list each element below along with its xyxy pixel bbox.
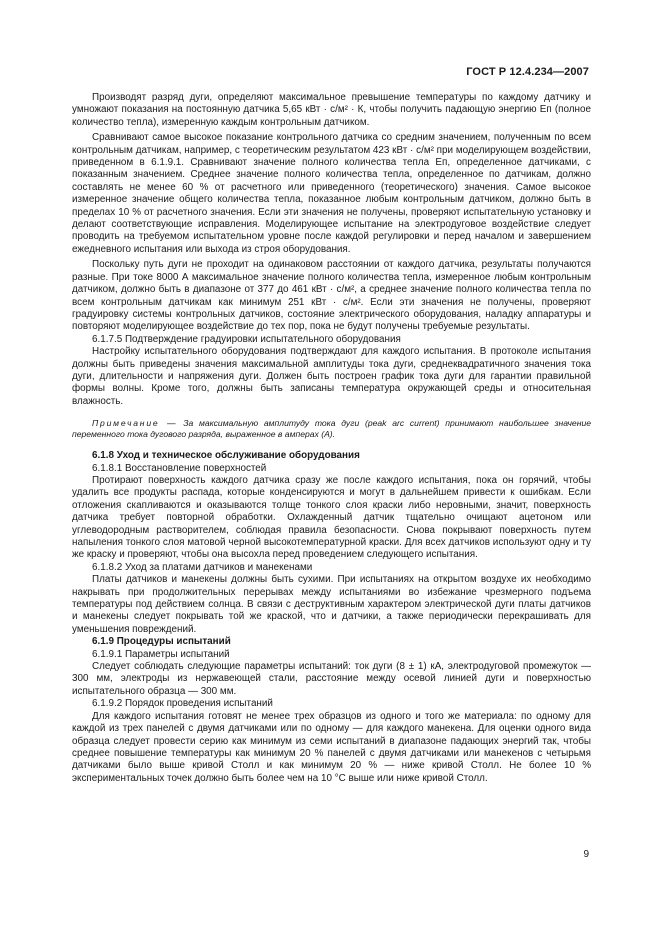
section-heading: 6.1.9 Процедуры испытаний — [92, 636, 231, 648]
paragraph: Платы датчиков и манекены должны быть сухими. При испытаниях на открытом воздухе их необходимо накрывать при продолжительных перерывах между испытаниями во избежание чрезмерного подъема температуры под действием солнца. В связи с деструктивным характером электрической дуги платы датчиков и манекены следует покрывать той же краской, что и датчики, а также периодически перекрашивать для уменьшения повреждений. — [72, 574, 591, 635]
paragraph: Следует соблюдать следующие параметры испытаний: ток дуги (8 ± 1) кА, электродуговой промежуток — 300 мм, электроды из нержавеющей стали, расстояние между осевой линией дуги и поверхностью испытательного образца — 300 мм. — [72, 661, 591, 697]
paragraph: Поскольку путь дуги не проходит на одинаковом расстоянии от каждого датчика, результаты получаются разные. При токе 8000 А максимальное значение полного количества тепла, измеренное любым контрольным датчиком, должно быть в диапазоне от 377 до 461 кВт · с/м², а среднее значение полного количества тепла по всем контрольным датчикам как минимум 251 кВт · с/м². Если эти значения не получены, проверяют градуировку системы контрольных датчиков, состояние электрического оборудования, наладку аппаратуры и повторяют моделирующее воздействие до тех пор, пока не будут получены требуемые результаты. — [72, 259, 591, 333]
document-body — [72, 92, 591, 785]
section-heading: 6.1.8.2 Уход за платами датчиков и манекенами — [92, 561, 313, 573]
note-lead: Примечание — — [92, 418, 178, 429]
document-header: ГОСТ Р 12.4.234—2007 — [466, 66, 589, 78]
paragraph: Для каждого испытания готовят не менее трех образцов из одного и того же материала: по одному для каждой из трех панелей с двумя датчиками или по одному — для каждого манекена. Для оценки одного вида образца следует провести серию как минимум из семи испытаний в диапазоне падающих энергий так, чтобы среднее повышение температуры как минимум 20 % панелей с двумя датчиками или манекенов с четырьмя датчиками было выше кривой Столл и как минимум 20 % — ниже кривой Столл. Не более 10 % экспериментальных точек должно быть более чем на 10 °С выше или ниже кривой Столл. — [72, 710, 591, 784]
section-heading: 6.1.8.1 Восстановление поверхностей — [92, 462, 267, 474]
paragraph: Производят разряд дуги, определяют максимальное превышение температуры по каждому датчику и умножают показания на постоянную датчика 5,65 кВт · с/м² · К, чтобы получить падающую энергию Eп (полное количество тепла), измеренную каждым контрольным датчиком. — [72, 92, 591, 128]
paragraph: Настройку испытательного оборудования подтверждают для каждого испытания. В протоколе испытания должны быть приведены значения максимальной амплитуды тока дуги, среднеквадратичного значения тока дуги, длительности и напряжения дуги. Должен быть построен график тока дуги для гарантии правильной формы волны. Кроме того, должны быть записаны температура окружающей среды и относительная влажность. — [72, 346, 591, 407]
page-number: 9 — [583, 849, 589, 860]
section-heading: 6.1.7.5 Подтверждение градуировки испытательного оборудования — [92, 333, 401, 345]
note — [72, 418, 591, 440]
section-heading: 6.1.9.1 Параметры испытаний — [92, 648, 230, 660]
section-heading: 6.1.9.2 Порядок проведения испытаний — [92, 698, 273, 710]
paragraph: Протирают поверхность каждого датчика сразу же после каждого испытания, пока он горячий, чтобы удалить все продукты распада, которые конденсируются и могут в дальнейшем привести к ошибкам. Если отложения скапливаются и оказываются толще тонкого слоя краски либо неровными, значит, поверхность датчика требует повторной обработки. Охлажденный датчик тщательно очищают ацетоном или углеводородным растворителем, соблюдая правила безопасности. Снова покрывают поверхность путем напыления тонкого слоя матовой черной высокотемпературной краски. Для всех датчиков используют одну и ту же краску и проверяют, чтобы она высохла перед проведением следующего испытания. — [72, 474, 591, 561]
note-text: За максимальную амплитуду тока дуги (peak arc current) принимают наибольшее значение переменного тока дугового разряда, выраженное в амперах (А). — [72, 418, 592, 440]
paragraph: Сравнивают самое высокое показание контрольного датчика со средним значением, полученным по всем контрольным датчикам, например, с теоретическим результатом 423 кВт · с/м² при моделирующем воздействии, приведенном в 6.1.9.1. Сравнивают значение полного количества тепла Eп, определенное датчиками, с показанным значением. Среднее значение полного количества тепла, определенное по датчикам, должно составлять не менее 60 % от расчетного или приведенного (теоретического) значения. Самое высокое измеренное значение общего количества тепла, показанное любым контрольным датчиком, должно быть в пределах 10 % от расчетного значения. Если эти значения не получены, проверяют испытательную установку и делают соответствующие исправления. Моделирующее испытание на электродуговое воздействие следует проводить на требуемом испытательном уровне после каждой регулировки и перед началом и завершением ежедневного испытания или выхода из строя оборудования. — [72, 132, 591, 255]
section-heading: 6.1.8 Уход и техническое обслуживание оборудования — [92, 450, 360, 462]
